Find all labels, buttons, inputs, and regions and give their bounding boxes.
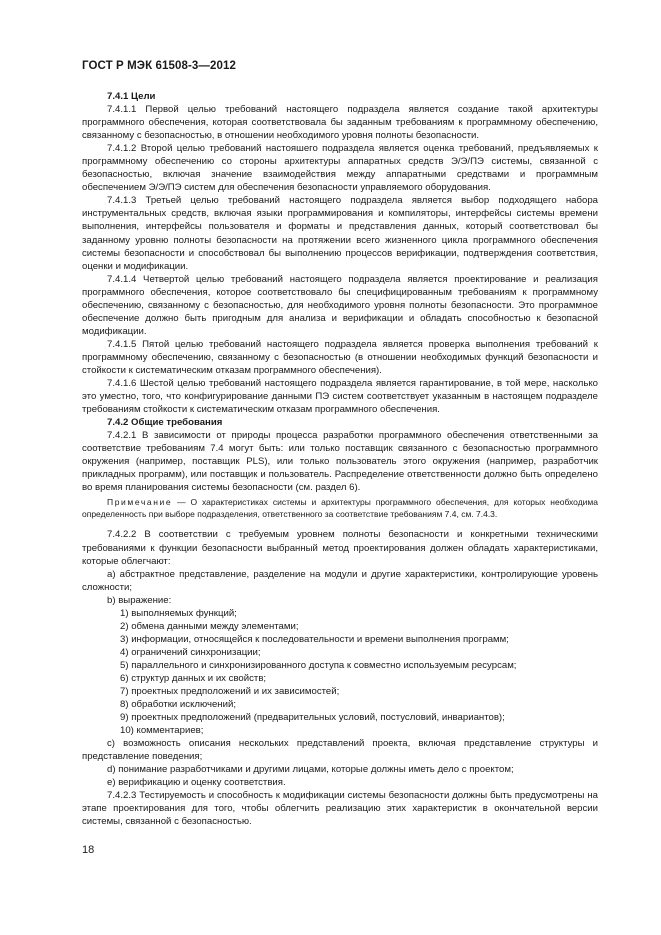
paragraph-7-4-1-5: 7.4.1.5 Пятой целью требований настоящего подраздела является проверка выполнения требований к программному обеспечению, связанному с безопасностью (в отношении необходимых функций безопасности и стойкости к систематическим отказам программного обеспечения). bbox=[82, 338, 598, 376]
sublist-item-8: 8) обработки исключений; bbox=[120, 699, 236, 711]
list-item-b: b) выражение: bbox=[107, 594, 172, 606]
section-heading-goals: 7.4.1 Цели bbox=[107, 91, 156, 102]
paragraph-7-4-2-1: 7.4.2.1 В зависимости от природы процесса разработки программного обеспечения ответственными за соответствие требованиям 7.4 могут быть: или только поставщик связанного с безопасностью программного окружения (например, поставщик PLS), или только пользователь этого окружения (например, разработчик прикладных программ), или поставщик и пользователь. Распределение ответственности должно быть определено во время планирования системы безопасности (см. раздел 6). bbox=[82, 430, 598, 494]
paragraph-7-4-2-3: 7.4.2.3 Тестируемость и способность к модификации системы безопасности должны быть предусмотрены на этапе проектирования для того, чтобы облегчить реализацию этих характеристик в окончательной версии системы, связанной с безопасностью. bbox=[82, 790, 598, 828]
note-text: — О характеристиках системы и архитектуры программного обеспечения, для которых необходима определенность при выборе подразделения, ответственного за соответствие требованиям 7.4, см. 7.4.3. bbox=[82, 497, 598, 520]
list-item-c: c) возможность описания нескольких представлений проекта, включая представление структуры и представление поведения; bbox=[82, 738, 598, 763]
page-number: 18 bbox=[82, 844, 95, 856]
paragraph-7-4-1-6: 7.4.1.6 Шестой целью требований настоящего подраздела является гарантирование, в той мере, насколько это уместно, того, что конфигурирование данными ПЭ систем соответствует указанным в настоящем подразделе требованиям стойкости к систематическим отказам программного обеспечения. bbox=[82, 378, 598, 416]
list-item-d: d) понимание разработчиками и другими лицами, которые должны иметь дело с проектом; bbox=[107, 764, 514, 776]
sublist-item-2: 2) обмена данными между элементами; bbox=[120, 620, 299, 632]
note bbox=[82, 496, 598, 520]
paragraph-7-4-1-2: 7.4.1.2 Второй целью требований настояшего подраздела является оценка требований, предъявляемых к программному обеспечению со стороны архитектуры аппаратных средств Э/Э/ПЭ системы, связанной с безопасностью, включая значение взаимодействия между аппаратными средствами и программным обеспечением Э/Э/ПЭ систем для обеспечения безопасности управляемого оборудования. bbox=[82, 143, 598, 194]
paragraph-7-4-2-2: 7.4.2.2 В соответствии с требуемым уровнем полноты безопасности и конкретными техническими требованиями к функции безопасности выбранный метод проектирования должен обладать характеристиками, которые облегчают: bbox=[82, 529, 598, 567]
sublist-item-3: 3) информации, относящейся к последовательности и времени выполнения программ; bbox=[120, 633, 509, 645]
paragraph-7-4-1-3: 7.4.1.3 Третьей целью требований настоящего подраздела является выбор подходящего набора инструментальных средств, включая языки программирования и компиляторы, интерфейсы системы времени выполнения, интерфейсы пользователя и форматы и представления данных, который соответствовал бы заданному уровню полноты безопасности на протяжении всего жизненного цикла программного обеспечения системы безопасности и способствовал бы выполнению процессов верификации, подтверждения соответствия, оценки и модификации. bbox=[82, 195, 598, 272]
sublist-item-4: 4) ограничений синхронизации; bbox=[120, 646, 261, 658]
section-heading-general: 7.4.2 Общие требования bbox=[107, 417, 223, 429]
document-header: ГОСТ Р МЭК 61508-3—2012 bbox=[82, 60, 236, 72]
paragraph-7-4-1-1: 7.4.1.1 Первой целью требований настоящего подраздела является создание такой архитектуры программного обеспечения, которая соответствовала бы заданным требованиям к программному обеспечению, связанному с безопасностью, в отношении необходимого уровня полноты безопасности. bbox=[82, 104, 598, 142]
page-content bbox=[82, 90, 598, 829]
sublist-item-1: 1) выполняемых функций; bbox=[120, 607, 237, 619]
sublist-item-7: 7) проектных предположений и их зависимостей; bbox=[120, 686, 340, 698]
sublist-item-6: 6) структур данных и их свойств; bbox=[120, 672, 267, 684]
sublist-item-9: 9) проектных предположений (предварительных условий, постусловий, инвариантов); bbox=[120, 712, 505, 724]
list-item-a: a) абстрактное представление, разделение на модули и другие характеристики, контролирующие уровень сложности; bbox=[82, 568, 598, 593]
sublist-item-10: 10) комментариев; bbox=[120, 725, 204, 737]
note-label: Примечание bbox=[107, 497, 173, 508]
paragraph-7-4-1-4: 7.4.1.4 Четвертой целью требований настоящего подраздела является проектирование и реализация программного обеспечения, которое соответствовало бы специфицированным требованиям к программному обеспечению, связанному с безопасностью, для необходимого уровня полноты безопасности. Это программное обеспечение должно быть пригодным для анализа и верификации и обладать способностью к безопасной модификации. bbox=[82, 273, 598, 337]
sublist-item-5: 5) параллельного и синхронизированного доступа к совместно используемым ресурсам; bbox=[120, 659, 517, 671]
list-item-e: e) верификацию и оценку соответствия. bbox=[107, 777, 286, 789]
